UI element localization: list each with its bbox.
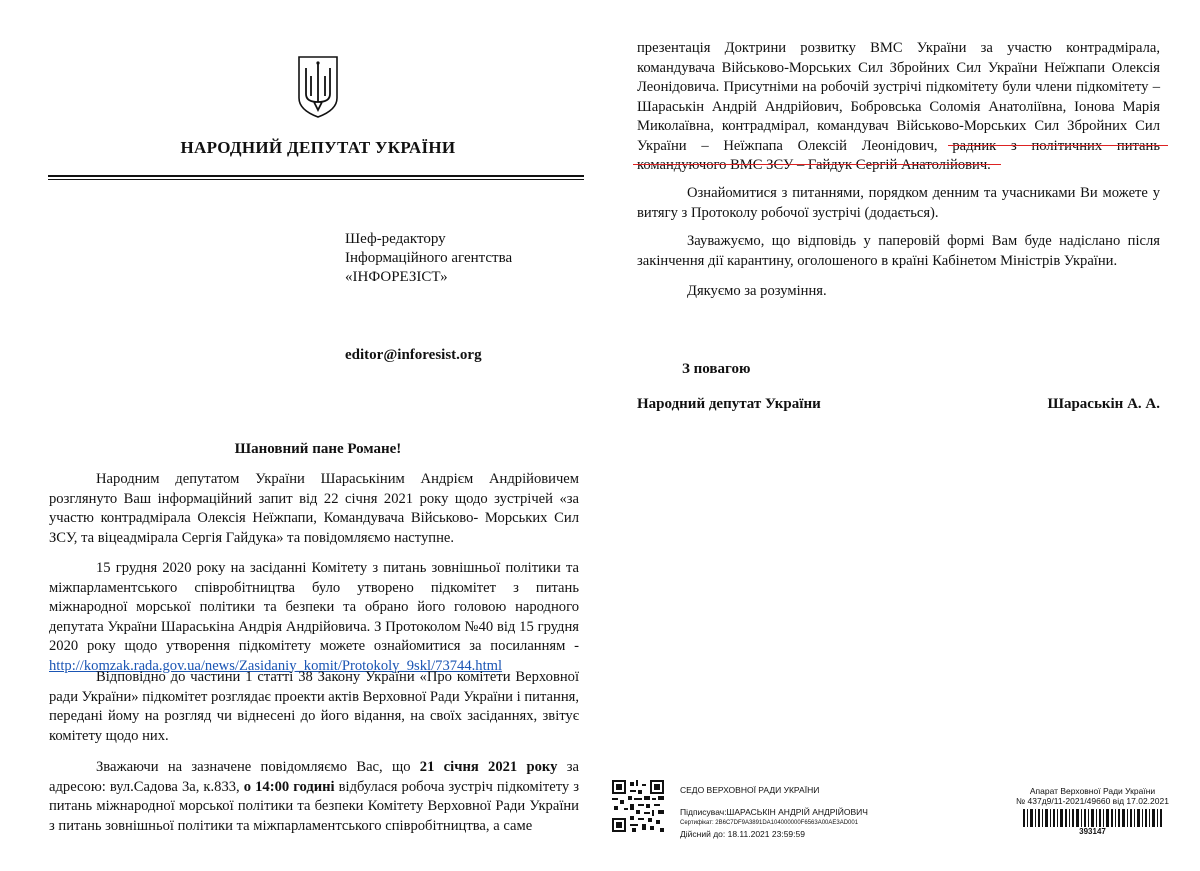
registration-stamp	[1005, 786, 1180, 837]
closing-regards: З повагою	[682, 361, 751, 377]
addressee-block	[345, 230, 512, 287]
body-paragraph	[49, 559, 579, 676]
body-paragraph: Зауважуємо, що відповідь у паперовій формі Вам буде надіслано після закінчення дії карантину, оголошеного в країні Кабінетом Міністрів України.	[637, 233, 1160, 269]
barcode-icon	[1023, 809, 1163, 827]
addressee-line: Інформаційного агентства	[345, 250, 513, 266]
body-paragraph: Ознайомитися з питаннями, порядком денним та учасниками Ви можете у витягу з Протоколу робочої зустрічі (додається).	[637, 185, 1160, 221]
addressee-email[interactable]: editor@inforesist.org	[345, 347, 482, 363]
validity-line: Дійсний до: 18.11.2021 23:59:59	[680, 829, 805, 839]
barcode-number: 393147	[1079, 827, 1106, 836]
protocol-link[interactable]: http://komzak.rada.gov.ua/news/Zasidaniy_komit/Protokoly_9skl/73744.html	[49, 657, 503, 674]
body-paragraph: Відповідно до частини 1 статті 38 Закону України «Про комітети Верховної ради України» підкомітет розглядає проекти актів Верховної Ради України і питання, передані йому на розгляд чи віднесені до його відання, на своїх засіданнях, звітує комітету щодо них.	[49, 669, 579, 744]
addressee-line: Шеф-редактору	[345, 231, 446, 247]
body-paragraph	[49, 758, 579, 836]
paragraph-text: відбулася робоча зустріч підкомітету з питань міжнародної морської політики та безпеки Комітету Верховної Ради України з питань зовнішньої політики та міжпарламентського співробітництва, а саме	[49, 778, 579, 834]
paragraph-text: Зважаючи на зазначене повідомляємо Вас, що	[96, 759, 420, 775]
signer-position: Народний депутат України	[637, 396, 821, 412]
body-paragraph: Народним депутатом України Шараськіним Андрієм Андрійовичем розглянуто Ваш інформаційний запит від 22 січня 2021 року щодо зустрічей «за участю контрадмірала Олексія Неїжпапи, Командувача Військово- Морських Сил ЗСУ, та віцеадмірала Сергія Гайдука» та повідомляємо наступне.	[49, 471, 579, 546]
header-rule-thin	[48, 179, 584, 180]
highlight-underline	[948, 145, 1168, 146]
sedo-stamp	[680, 785, 868, 840]
meeting-time: о 14:00 годині	[243, 778, 335, 795]
body-paragraph	[637, 39, 1160, 176]
addressee-line: «ІНФОРЕЗІСТ»	[345, 269, 448, 285]
body-paragraph: Дякуємо за розуміння.	[687, 283, 827, 299]
header-rule	[48, 175, 584, 177]
qr-code-icon	[612, 780, 664, 832]
signer-name: Шараськін А. А.	[1047, 396, 1160, 412]
trident-emblem-icon	[296, 54, 340, 120]
apparat-label: Апарат Верховної Ради України	[1029, 786, 1156, 796]
meeting-date: 21 січня 2021 року	[419, 759, 558, 775]
paragraph-text: презентація Доктрини розвитку ВМС України за участю контрадмірала, командувача Військово-Морських Сил Збройних Сил України Неїжпапи Олексія Леонідовича. Присутніми на робочій зустрічі підкомітету були члени підкомітету – Шараськін Андрій Андрійович, Бобровська Соломія Анатоліївна, Іонова Марія Миколаївна, контрадмірал, командувач Військово-Морських Сил Збройних Сил України – Неїжпапа Олексій Леонідович,	[637, 40, 1160, 154]
right-page	[600, 0, 1200, 871]
sedo-title: СЕДО ВЕРХОВНОЇ РАДИ УКРАЇНИ	[680, 785, 820, 795]
page-title: НАРОДНИЙ ДЕПУТАТ УКРАЇНИ	[180, 138, 456, 157]
paragraph-text: 15 грудня 2020 року на засіданні Комітету з питань зовнішньої політики та міжпарламентського співробітництва було утворено підкомітет з питань міжнародної морської політики та безпеки та обрано його головою народного депутата України Шараськіна Андрія Андрійовича. З Протоколом №40 від 15 грудня 2020 року щодо утворення підкомітету можете ознайомитися за посиланням -	[49, 560, 579, 654]
highlighted-text: радник з політичних питань командуючого ВМС ЗСУ – Гайдук Сергій Анатолійович.	[637, 137, 1160, 173]
certificate-line: Сертифікат: 2B6C7DF9A3891DA104000000F6563A00AE3AD001	[680, 820, 859, 826]
greeting: Шановний пане Романе!	[234, 441, 402, 457]
highlight-underline	[633, 164, 1001, 165]
registration-number: № 437д9/11-2021/49660 від 17.02.2021	[1016, 796, 1169, 806]
signer-line: Підписувач:ШАРАСЬКІН АНДРІЙ АНДРІЙОВИЧ	[680, 807, 868, 817]
paragraph-text: за адресою: вул.Садова 3а, к.833,	[49, 759, 579, 795]
